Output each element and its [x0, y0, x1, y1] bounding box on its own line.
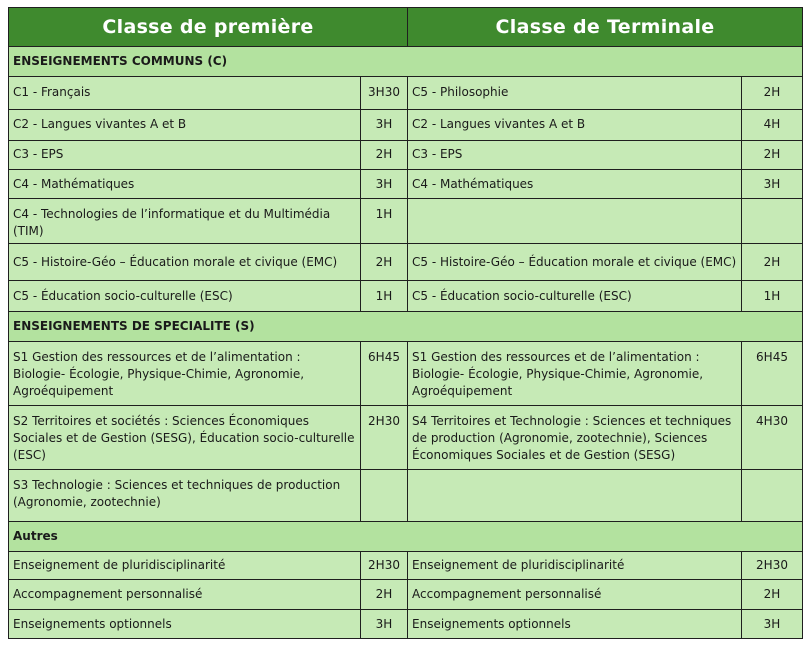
table-row: [9, 580, 803, 610]
premiere-hours: 2H: [361, 140, 408, 170]
terminale-subject: C5 - Histoire-Géo – Éducation morale et civique (EMC): [408, 244, 742, 281]
terminale-hours: 2H: [742, 76, 803, 109]
premiere-hours: 6H45: [361, 341, 408, 405]
terminale-hours: 4H30: [742, 405, 803, 470]
premiere-hours: 2H30: [361, 551, 408, 580]
terminale-hours: 2H: [742, 140, 803, 170]
terminale-subject: C5 - Éducation socio-culturelle (ESC): [408, 281, 742, 312]
premiere-subject: C2 - Langues vivantes A et B: [9, 109, 361, 140]
premiere-subject: Accompagnement personnalisé: [9, 580, 361, 610]
terminale-hours: [742, 470, 803, 521]
premiere-subject: C4 - Mathématiques: [9, 170, 361, 199]
premiere-subject: C5 - Histoire-Géo – Éducation morale et civique (EMC): [9, 244, 361, 281]
curriculum-table: [8, 7, 803, 639]
premiere-hours: 3H30: [361, 76, 408, 109]
terminale-hours: 4H: [742, 109, 803, 140]
table-row: [9, 281, 803, 312]
premiere-subject: C5 - Éducation socio-culturelle (ESC): [9, 281, 361, 312]
premiere-hours: 3H: [361, 610, 408, 639]
premiere-subject: Enseignements optionnels: [9, 610, 361, 639]
terminale-subject: Accompagnement personnalisé: [408, 580, 742, 610]
terminale-hours: 6H45: [742, 341, 803, 405]
header-premiere: Classe de première: [9, 8, 408, 47]
terminale-hours: [742, 199, 803, 244]
premiere-hours: 2H: [361, 580, 408, 610]
header-terminale: Classe de Terminale: [408, 8, 803, 47]
premiere-subject: C3 - EPS: [9, 140, 361, 170]
terminale-subject: [408, 199, 742, 244]
terminale-subject: C5 - Philosophie: [408, 76, 742, 109]
premiere-subject: S1 Gestion des ressources et de l’alimentation : Biologie- Écologie, Physique-Chimie, Agronomie, Agroéquipement: [9, 341, 361, 405]
terminale-subject: C3 - EPS: [408, 140, 742, 170]
section-specialite: ENSEIGNEMENTS DE SPECIALITE (S): [9, 312, 803, 342]
table-row: [9, 140, 803, 170]
table-row: [9, 610, 803, 639]
table-row: [9, 244, 803, 281]
premiere-hours: 1H: [361, 199, 408, 244]
terminale-subject: Enseignement de pluridisciplinarité: [408, 551, 742, 580]
table-row: [9, 170, 803, 199]
terminale-hours: 2H: [742, 580, 803, 610]
premiere-subject: Enseignement de pluridisciplinarité: [9, 551, 361, 580]
terminale-hours: 3H: [742, 170, 803, 199]
premiere-subject: C4 - Technologies de l’informatique et du Multimédia (TIM): [9, 199, 361, 244]
terminale-subject: S1 Gestion des ressources et de l’alimentation : Biologie- Écologie, Physique-Chimie, Agronomie, Agroéquipement: [408, 341, 742, 405]
terminale-hours: 1H: [742, 281, 803, 312]
premiere-hours: 3H: [361, 170, 408, 199]
premiere-hours: 3H: [361, 109, 408, 140]
terminale-subject: C4 - Mathématiques: [408, 170, 742, 199]
section-autres: Autres: [9, 521, 803, 551]
premiere-hours: 2H: [361, 244, 408, 281]
terminale-subject: [408, 470, 742, 521]
premiere-hours: 1H: [361, 281, 408, 312]
table-row: [9, 76, 803, 109]
premiere-hours: [361, 470, 408, 521]
terminale-subject: Enseignements optionnels: [408, 610, 742, 639]
terminale-subject: S4 Territoires et Technologie : Sciences et techniques de production (Agronomie, zootechnie), Sciences Économiques Sociales et de Gestion (SESG): [408, 405, 742, 470]
terminale-hours: 3H: [742, 610, 803, 639]
table-row: [9, 341, 803, 405]
table-row: [9, 551, 803, 580]
table-row: [9, 470, 803, 521]
terminale-hours: 2H: [742, 244, 803, 281]
table-row: [9, 109, 803, 140]
table-row: [9, 199, 803, 244]
premiere-subject: S2 Territoires et sociétés : Sciences Économiques Sociales et de Gestion (SESG), Éducation socio-culturelle (ESC): [9, 405, 361, 470]
terminale-hours: 2H30: [742, 551, 803, 580]
premiere-subject: C1 - Français: [9, 76, 361, 109]
premiere-subject: S3 Technologie : Sciences et techniques de production (Agronomie, zootechnie): [9, 470, 361, 521]
terminale-subject: C2 - Langues vivantes A et B: [408, 109, 742, 140]
table-row: [9, 405, 803, 470]
section-communs: ENSEIGNEMENTS COMMUNS (C): [9, 47, 803, 77]
premiere-hours: 2H30: [361, 405, 408, 470]
